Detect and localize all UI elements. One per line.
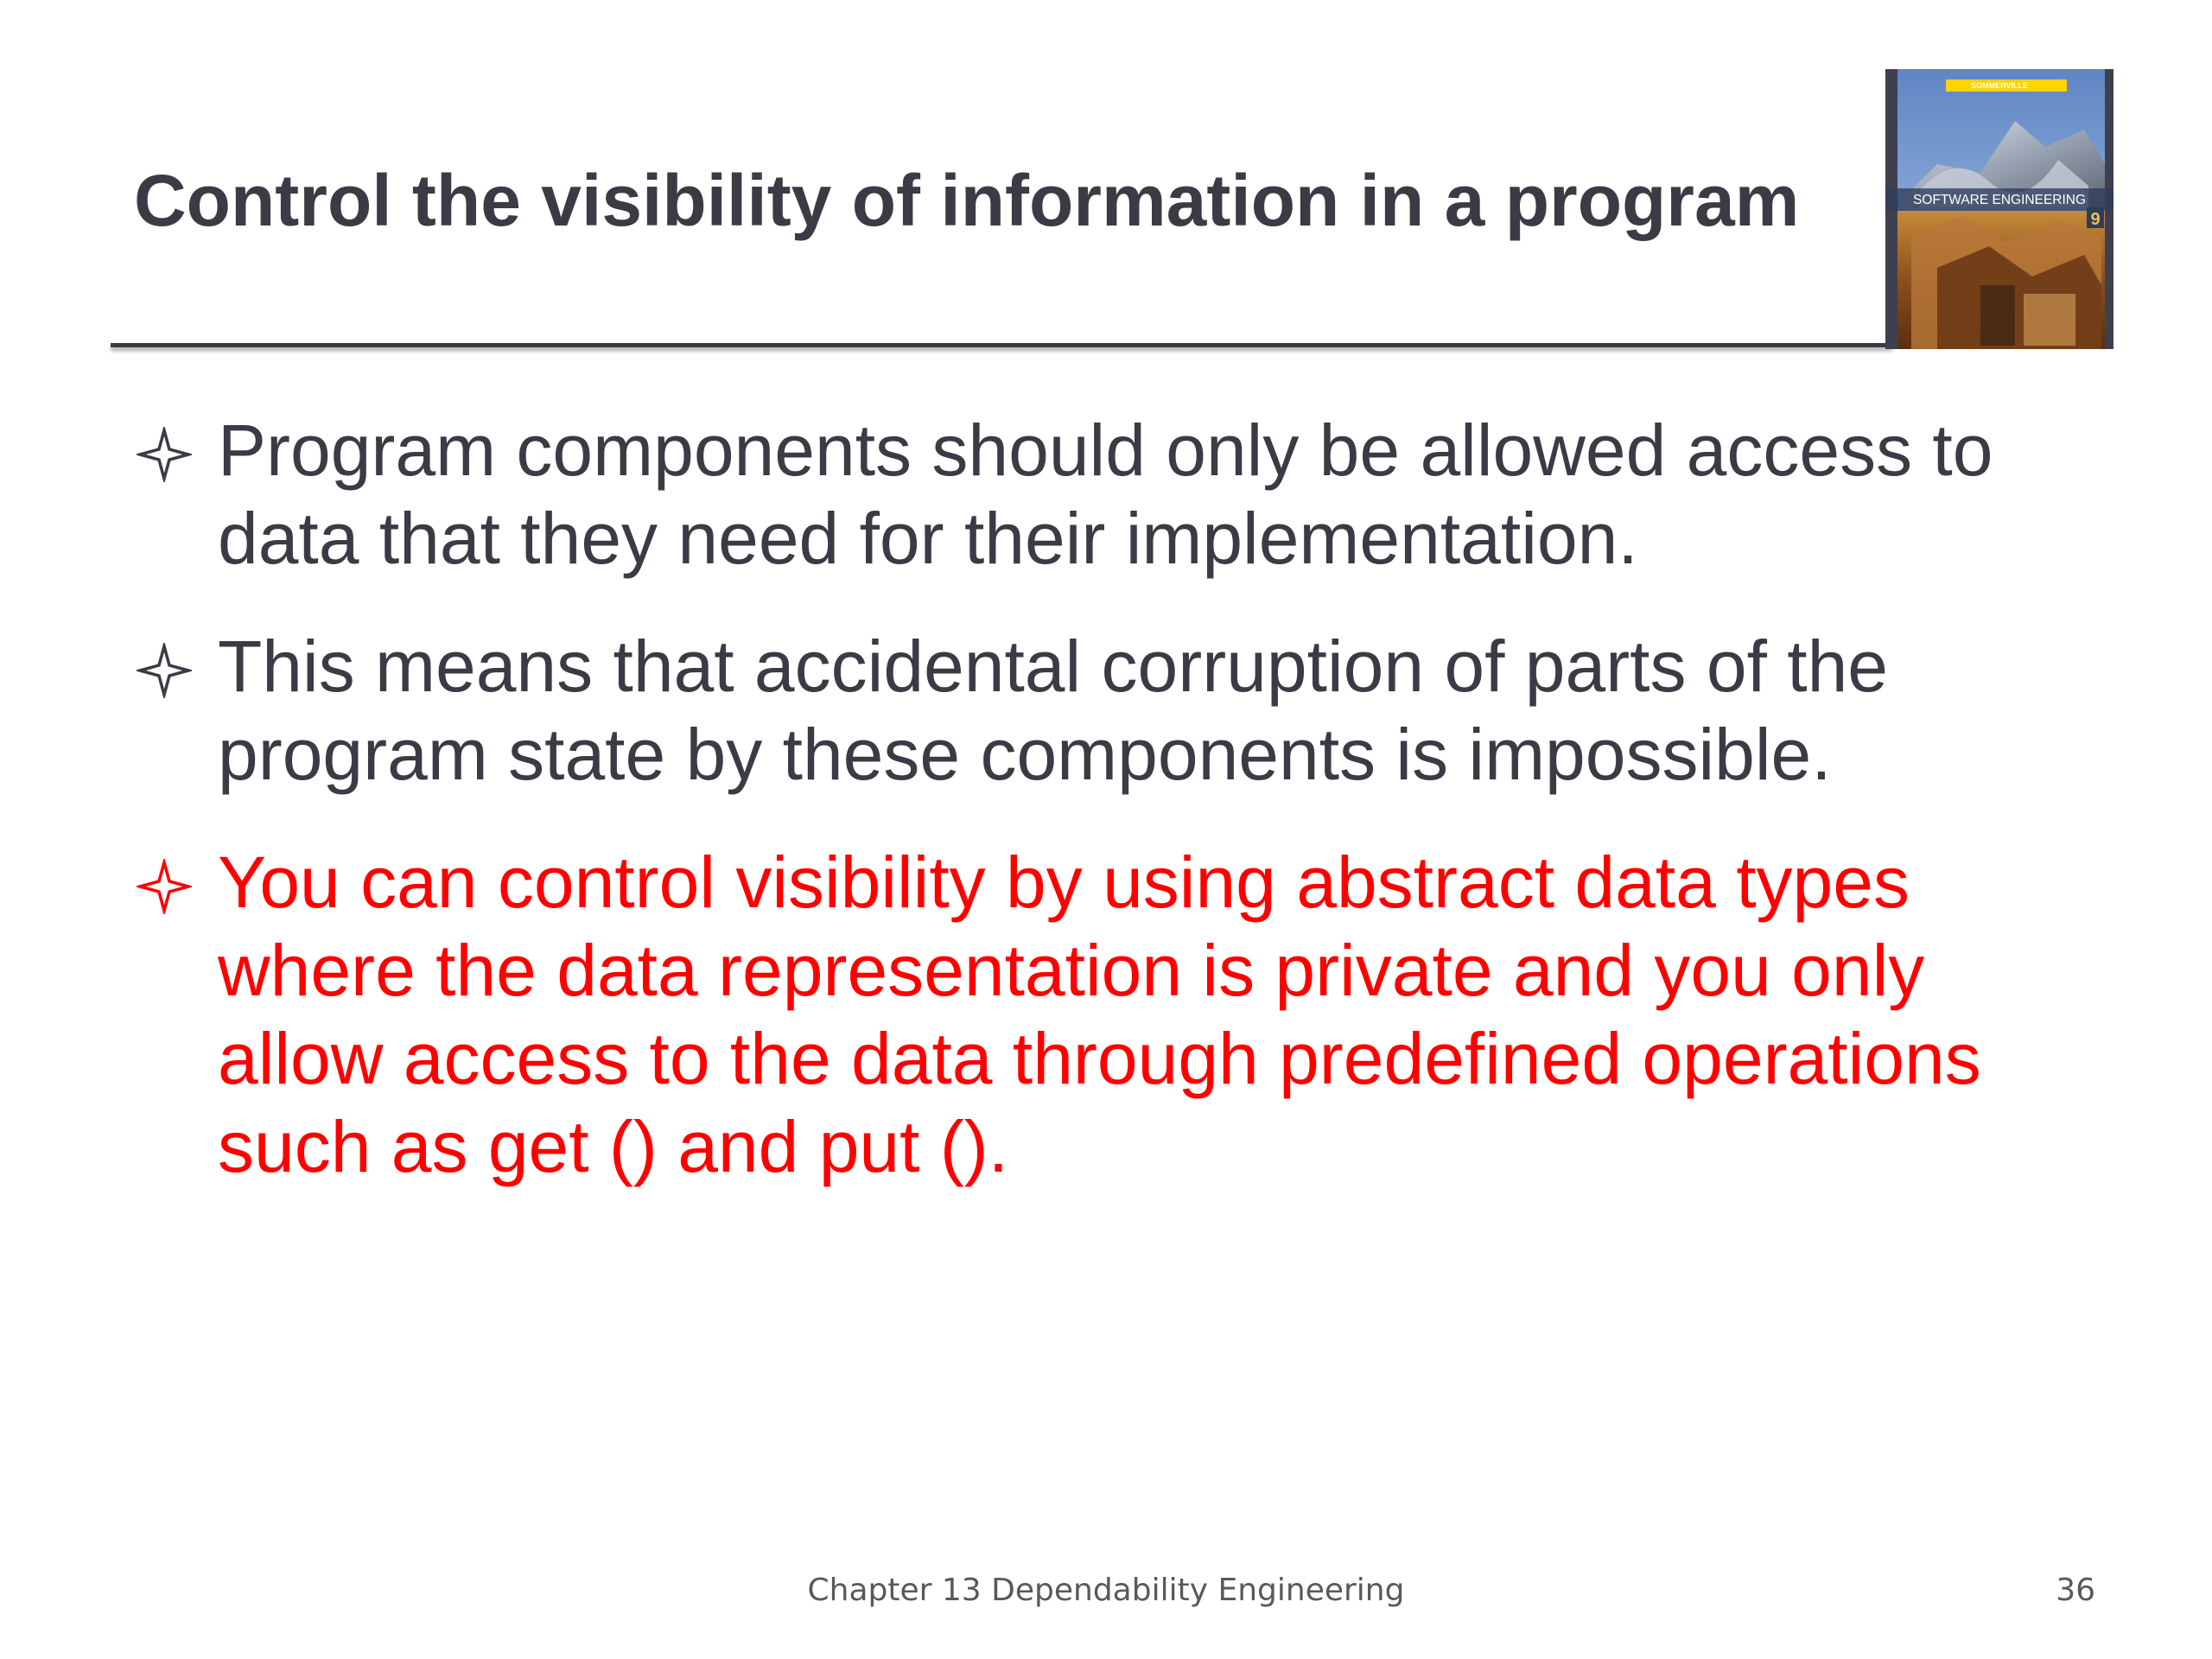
title-divider bbox=[111, 343, 1892, 347]
book-cover-art bbox=[1885, 69, 2113, 349]
book-cover-author: SOMMERVILLE bbox=[1971, 81, 2028, 90]
bullet-text: You can control visibility by using abstract data types where the data representation is private and you only allow access to the data through predefined operations such as get () and put (). bbox=[218, 842, 1981, 1187]
book-cover-title: SOFTWARE ENGINEERING bbox=[1912, 193, 2087, 207]
bullet-text: Program components should only be allowed access to data that they need for their implementation. bbox=[218, 410, 1993, 579]
slide-footer bbox=[0, 1573, 2212, 1624]
four-point-star-outline-icon bbox=[137, 427, 192, 482]
four-point-star-outline-icon bbox=[137, 643, 192, 698]
bullet-text: This means that accidental corruption of parts of the program state by these components is impossible. bbox=[218, 626, 1889, 795]
footer-page-number: 36 bbox=[2056, 1573, 2095, 1608]
bullet-item bbox=[130, 406, 2091, 582]
book-cover-image bbox=[1885, 69, 2113, 349]
bullet-list bbox=[130, 406, 2091, 1230]
slide-title: Control the visibility of information in a program bbox=[134, 160, 1800, 241]
bullet-item bbox=[130, 622, 2091, 798]
book-cover-edition: 9 bbox=[2090, 210, 2101, 229]
footer-chapter: Chapter 13 Dependability Engineering bbox=[807, 1573, 1405, 1608]
four-point-star-outline-icon bbox=[137, 859, 192, 914]
bullet-item-highlighted bbox=[130, 838, 2091, 1191]
